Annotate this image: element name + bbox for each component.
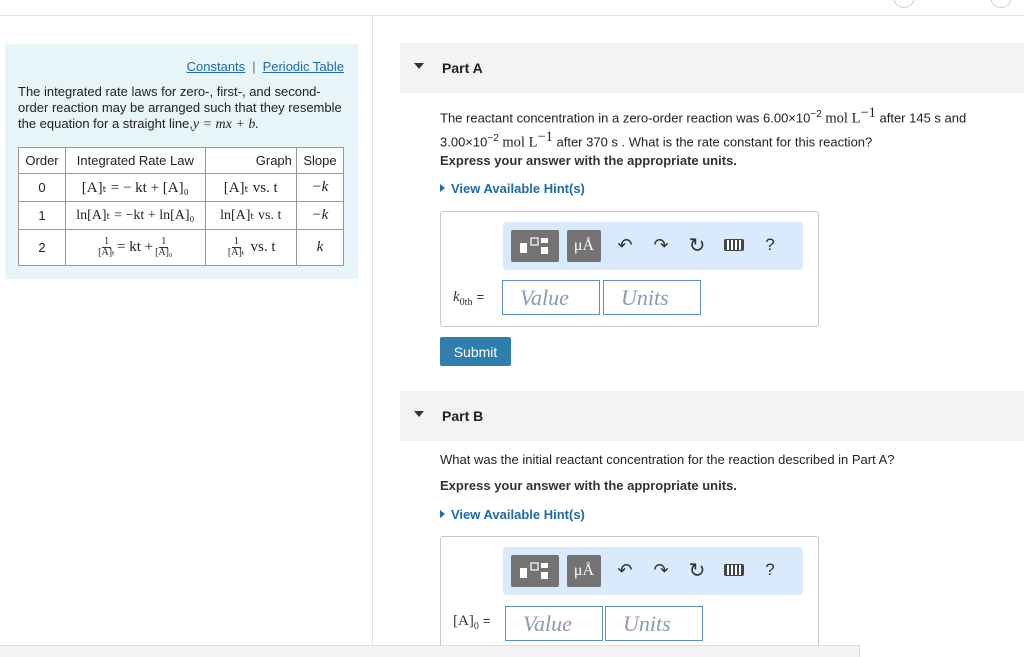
math-toolbar — [503, 547, 803, 595]
value-input[interactable]: Value — [502, 280, 600, 315]
part-b-answer-label — [453, 613, 490, 632]
column-header: Order — [19, 148, 66, 174]
part-a-header[interactable] — [400, 43, 1024, 93]
table-row — [19, 202, 344, 230]
templates-button[interactable] — [511, 230, 559, 262]
intro-text — [18, 84, 343, 133]
help-icon[interactable]: ? — [765, 560, 775, 579]
slope-cell: k — [296, 230, 343, 266]
part-a-answer-box — [440, 211, 819, 327]
templates-icon — [518, 235, 552, 257]
variable-k: k — [453, 289, 460, 305]
expand-arrow-icon — [440, 184, 445, 192]
collapse-triangle-icon[interactable] — [414, 63, 424, 69]
column-header: Graph — [205, 148, 296, 174]
templates-button[interactable] — [511, 555, 559, 587]
templates-icon — [518, 560, 552, 582]
part-b-question: What was the initial reactant concentration for the reaction described in Part A? — [440, 452, 895, 467]
hint-label: View Available Hint(s) — [451, 507, 585, 522]
periodic-table-link[interactable]: Periodic Table — [262, 59, 344, 74]
law-cell: [A]ₜ = − kt + [A]₀ — [66, 174, 206, 202]
table-row — [19, 230, 344, 266]
redo-icon[interactable]: ↷ — [653, 234, 669, 255]
equals-sign: = — [482, 613, 491, 628]
graph-cell: ln[A]ₜ vs. t — [205, 202, 296, 230]
part-b-instruction: Express your answer with the appropriate units. — [440, 478, 737, 493]
slope-cell: −k — [296, 202, 343, 230]
panel-divider — [372, 16, 373, 657]
question-text: 3.00×10 — [440, 134, 488, 150]
rate-law-table — [18, 147, 344, 266]
units-input[interactable]: Units — [605, 606, 703, 641]
fraction-numerator: 1 — [233, 236, 239, 247]
hint-label: View Available Hint(s) — [451, 181, 585, 196]
keyboard-icon[interactable] — [723, 559, 745, 581]
fraction-denominator: [A]ₜ — [98, 247, 115, 258]
math-toolbar — [503, 222, 803, 270]
order-cell: 0 — [19, 174, 66, 202]
column-header: Slope — [296, 148, 343, 174]
exponent: −2 — [487, 133, 499, 145]
units-input[interactable]: Units — [603, 280, 701, 315]
bottom-bar — [0, 645, 860, 657]
value-input[interactable]: Value — [505, 606, 603, 641]
variable-subscript: 0th — [459, 297, 473, 308]
part-b-answer-box — [440, 536, 819, 657]
fraction-numerator: 1 — [104, 236, 110, 247]
table-header-row — [19, 148, 344, 174]
order-cell: 2 — [19, 230, 66, 266]
reset-icon[interactable]: ↻ — [688, 234, 706, 257]
fraction-denominator: [A]₀ — [155, 247, 173, 258]
table-row — [19, 174, 344, 202]
expand-arrow-icon — [440, 510, 445, 518]
part-a-question — [440, 104, 1000, 153]
part-a-instruction: Express your answer with the appropriate units. — [440, 153, 737, 168]
part-b-hint-link[interactable] — [440, 507, 585, 522]
keyboard-icon[interactable] — [723, 234, 745, 256]
question-text: after 370 s . What is the rate constant for this reaction? — [552, 134, 873, 150]
law-cell: ln[A]ₜ = −kt + ln[A]₀ — [66, 202, 206, 230]
part-a-title: Part A — [442, 60, 483, 76]
part-a-answer-label — [453, 289, 484, 308]
variable-a: [A] — [453, 613, 474, 629]
fraction — [228, 237, 245, 258]
part-b-title: Part B — [442, 408, 484, 424]
exponent: −1 — [860, 105, 876, 121]
fraction — [98, 237, 115, 258]
undo-icon[interactable]: ↶ — [617, 234, 633, 255]
corner-icon — [893, 0, 915, 8]
submit-button[interactable]: Submit — [440, 337, 511, 366]
column-header: Integrated Rate Law — [66, 148, 206, 174]
fraction-numerator: 1 — [161, 236, 167, 247]
corner-icon — [990, 0, 1012, 8]
slope-cell: −k — [296, 174, 343, 202]
graph-cell — [205, 230, 296, 266]
reset-icon[interactable]: ↻ — [688, 559, 706, 582]
link-separator: | — [252, 59, 256, 74]
law-cell — [66, 230, 206, 266]
law-middle: = kt + — [116, 238, 154, 255]
fraction-denominator: [A]ₜ — [227, 247, 245, 258]
exponent: −2 — [810, 109, 822, 120]
redo-icon[interactable]: ↷ — [653, 559, 669, 580]
part-b-header[interactable] — [400, 391, 1024, 441]
graph-tail: vs. t — [250, 238, 276, 255]
undo-icon[interactable]: ↶ — [617, 559, 633, 580]
part-a-hint-link[interactable] — [440, 181, 585, 196]
help-icon[interactable]: ? — [765, 235, 775, 254]
order-cell: 1 — [19, 202, 66, 230]
units-button[interactable]: μÅ — [567, 555, 601, 587]
graph-cell: [A]ₜ vs. t — [205, 174, 296, 202]
top-divider — [0, 15, 1024, 16]
question-text: The reactant concentration in a zero-order reaction was 6.00×10 — [440, 110, 811, 126]
exponent: −1 — [537, 129, 553, 146]
line-equation: y = mx + b. — [192, 117, 259, 132]
units-button[interactable]: μÅ — [567, 230, 601, 262]
equals-sign: = — [476, 289, 485, 304]
unit-text: mol L — [821, 110, 861, 127]
intro-sentence: The integrated rate laws for zero-, first-, and second-order reaction may be arranged such that they resemble the equation for a straight line, — [18, 84, 342, 131]
constants-link[interactable]: Constants — [186, 59, 246, 74]
unit-text: mol L — [498, 134, 538, 151]
variable-subscript: 0 — [473, 621, 479, 632]
resource-links — [187, 59, 344, 74]
fraction — [155, 237, 172, 258]
question-text: after 145 s and — [875, 110, 967, 126]
info-panel — [5, 44, 358, 279]
collapse-triangle-icon[interactable] — [414, 411, 424, 417]
